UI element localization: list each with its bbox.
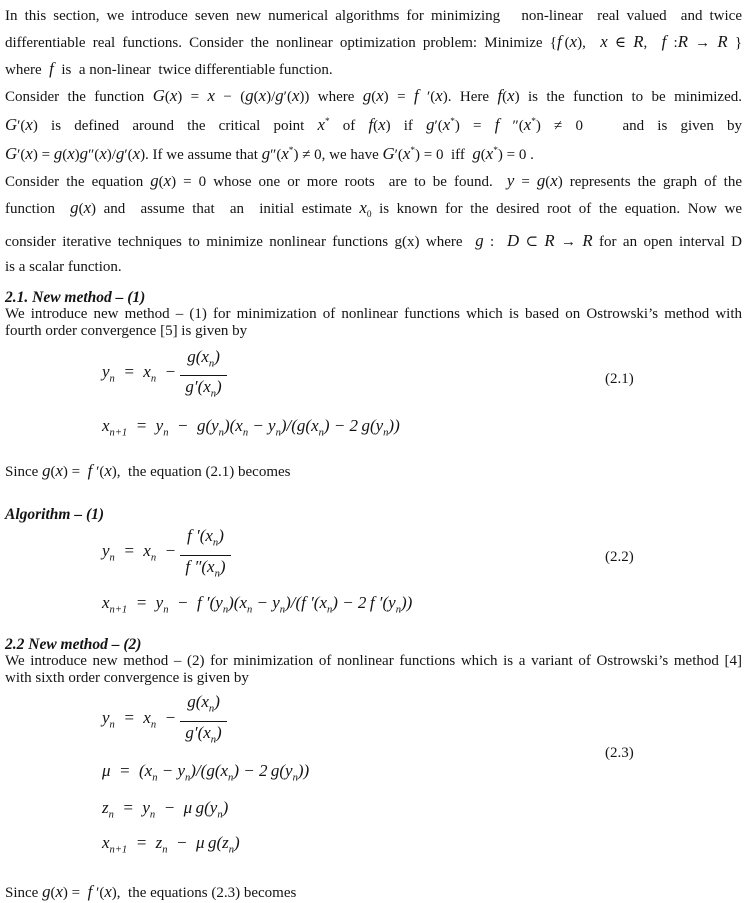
- fraction-numerator: $g(x_n)$: [187, 692, 220, 715]
- paragraph-line: is a scalar function.: [5, 259, 122, 275]
- equation-2-1: [5, 347, 742, 444]
- equation-2-3: [5, 692, 742, 862]
- algorithm-1-heading: Algorithm – (1): [5, 506, 105, 524]
- paragraph-line: We introduce new method – (2) for minimization of nonlinear functions which is a variant of Ostrowski’s method [4]: [5, 653, 742, 670]
- equation-2-1-line-1: [102, 347, 742, 405]
- equation-2-3-line-1: [102, 692, 742, 750]
- fraction-denominator: $g'(x_n)$: [180, 721, 226, 750]
- paragraph-line: Consider the equation g(x) = 0 whose one or more roots are to be found. y = g(x) represents the graph of the: [5, 171, 742, 190]
- paragraph-line: function g(x) and assume that an initial estimate $x_0$ is known for the desired root of the equation. Now we: [5, 198, 742, 220]
- paragraph-line: We introduce new method – (1) for minimization of nonlinear functions which is based on Ostrowski’s method with: [5, 306, 742, 322]
- paragraph-line: Consider the function G(x) = x − (g(x)/g′(x)) where g(x) = f ′(x). Here f(x) is the function to be minimized.: [5, 86, 742, 105]
- equation-2-2-line-2: $x_{n+1} = y_n - f$ $'(y_n)(x_n - y_n)/(f$ $'(x_n) - 2$ f $'(y_n)$): [102, 592, 413, 616]
- section-2-1-heading: 2.1. New method – (1): [5, 289, 146, 306]
- fraction: [180, 692, 226, 750]
- equation-lhs: $y_n = x_n$ −: [102, 541, 181, 564]
- equation-lhs: $y_n = x_n$ −: [102, 362, 181, 385]
- paragraph-line: G′(x) = g(x)g″(x)/g′(x). If we assume that g″(x*) ≠ 0, we have G′(x*) = 0 iff g(x*) = 0 .: [5, 144, 534, 163]
- equation-number-2-2: (2.2): [605, 549, 634, 566]
- fraction-numerator: f $'(x_n)$: [187, 526, 224, 549]
- equation-2-3-line-3: $z_n = y_n - \mu$ $g(y_n)$: [102, 797, 229, 820]
- paragraph-line: consider iterative techniques to minimize nonlinear functions g(x) where g : D ⊂ R → R for an open interval D: [5, 231, 743, 250]
- since-note-2-1: Since g(x) = f ′(x), the equation (2.1) becomes: [5, 461, 291, 481]
- fraction: [180, 526, 230, 584]
- fraction-denominator: f $''(x_n)$: [180, 555, 230, 584]
- fraction: [180, 347, 226, 405]
- equation-2-1-line-2: $x_{n+1} = y_n - g(y_n)(x_n - y_n)/(g(x_n) - 2$ $g(y_n)$): [102, 415, 400, 439]
- fraction-denominator: $g'(x_n)$: [180, 375, 226, 404]
- since-note-2-3: Since g(x) = f ′(x), the equations (2.3) becomes: [5, 882, 297, 902]
- intro-paragraph-2: [5, 83, 742, 168]
- section-2-1-paragraph: [5, 306, 742, 340]
- paragraph-line: where f is a non-linear twice differentiable function.: [5, 59, 333, 78]
- paragraph-line: fourth order convergence [5] is given by: [5, 323, 248, 339]
- equation-2-2-line-1: [102, 526, 742, 584]
- equation-lhs: $y_n = x_n$ −: [102, 707, 181, 730]
- paragraph-line: with sixth order convergence is given by: [5, 670, 249, 687]
- paragraph-line: differentiable real functions. Consider the nonlinear optimization problem: Minimize {f (x), x ∈ R, f :R → R }: [5, 32, 743, 51]
- intro-paragraph-1: [5, 4, 742, 83]
- paragraph-line: G′(x) is defined around the critical point x* of f(x) if g′(x*) = f ″(x*) ≠ 0 and is given by: [5, 115, 742, 134]
- fraction-numerator: $g(x_n)$: [187, 347, 220, 370]
- equation-2-3-line-2: $\mu = (x_n - y_n)/(g(x_n) - 2$ $g(y_n)$): [102, 761, 310, 784]
- equation-number-2-3: (2.3): [605, 745, 634, 762]
- equation-number-2-1: (2.1): [605, 371, 634, 387]
- intro-paragraph-3: [5, 168, 742, 280]
- paragraph-line: In this section, we introduce seven new numerical algorithms for minimizing non-linear real valued and twice: [5, 8, 742, 24]
- equation-2-2: [5, 526, 742, 621]
- section-2-2-heading: 2.2 New method – (2): [5, 636, 142, 654]
- section-2-2-paragraph: [5, 653, 742, 687]
- equation-2-3-line-4: $x_{n+1} = z_n - \mu$ $g(z_n)$: [102, 832, 240, 856]
